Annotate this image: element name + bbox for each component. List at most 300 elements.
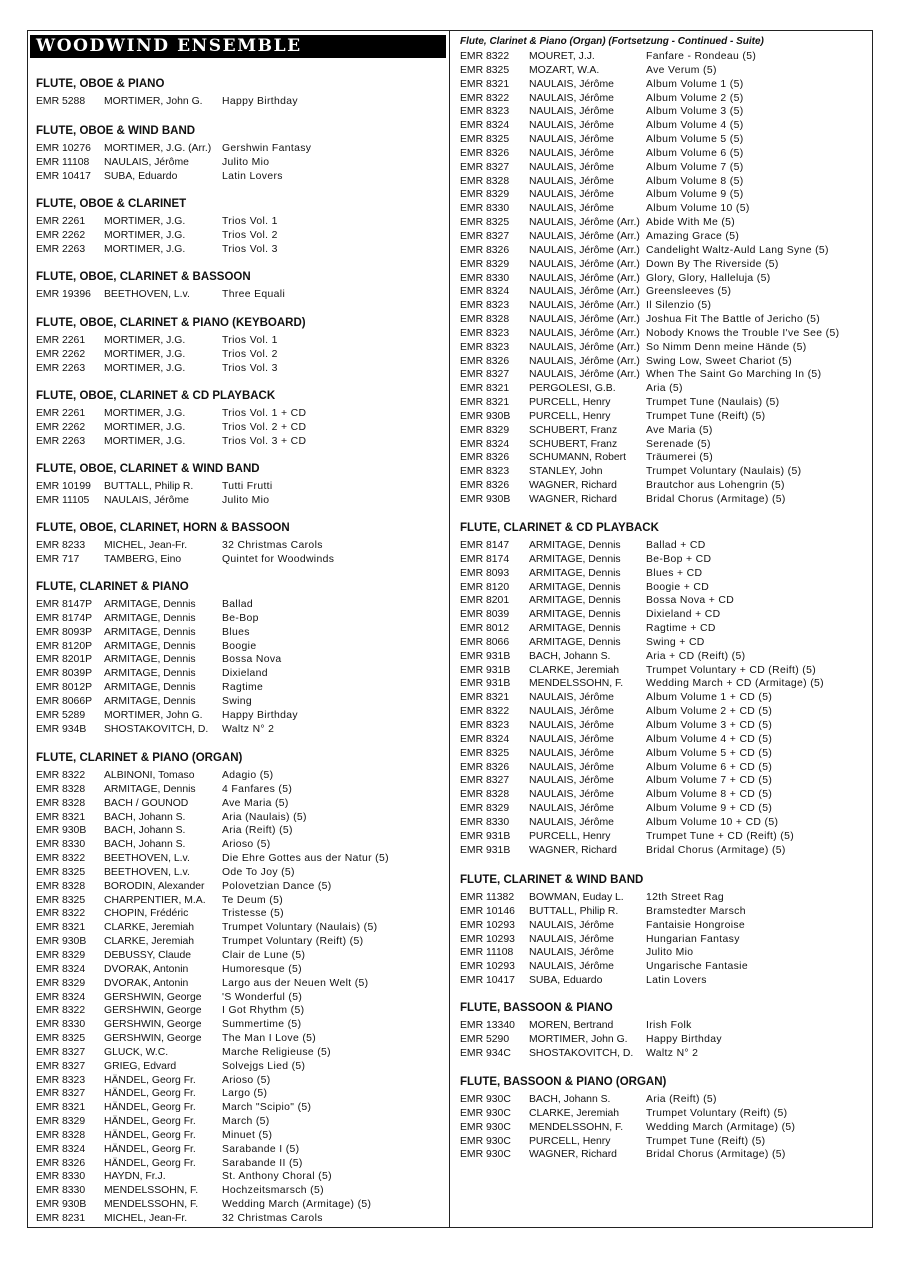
composer: ARMITAGE, Dennis <box>104 654 196 666</box>
work-title: Fanfare - Rondeau (5) <box>646 51 757 62</box>
section-title: FLUTE, OBOE, CLARINET & BASSOON <box>36 271 251 283</box>
composer: HÄNDEL, Georg Fr. <box>104 1129 196 1141</box>
catalog-number: EMR 11382 <box>460 892 515 903</box>
work-title: Boogie <box>222 640 257 652</box>
composer: MORTIMER, J.G. <box>104 362 186 374</box>
catalog-row <box>36 1157 303 1171</box>
catalog-row <box>460 1019 692 1033</box>
catalog-row <box>36 156 270 170</box>
catalog-row <box>36 435 307 449</box>
catalog-number: EMR 10199 <box>36 481 91 492</box>
catalog-number: EMR 8120 <box>460 581 510 593</box>
catalog-row <box>460 774 773 788</box>
composer: PERGOLESI, G.B. <box>529 383 616 395</box>
work-title: So Nimm Denn meine Hände (5) <box>646 341 807 353</box>
work-title: Trumpet Voluntary (Naulais) (5) <box>646 466 802 478</box>
work-title: Brautchor aus Lohengrin (5) <box>646 480 785 492</box>
composer: HÄNDEL, Georg Fr. <box>104 1088 196 1100</box>
composer: SUBA, Eduardo <box>529 975 603 987</box>
composer: NAULAIS, Jérôme <box>529 719 614 731</box>
work-title: Trumpet Voluntary (Naulais) (5) <box>222 922 378 934</box>
catalog-number: EMR 8330 <box>36 839 86 851</box>
catalog-row <box>36 880 332 894</box>
work-title: Happy Birthday <box>222 709 298 721</box>
composer: SUBA, Eduardo <box>104 170 178 182</box>
catalog-row <box>36 1198 372 1212</box>
work-title: Julito Mio <box>222 494 270 506</box>
section-title: FLUTE, OBOE & CLARINET <box>36 198 187 210</box>
catalog-number: EMR 931B <box>460 830 511 842</box>
composer: ARMITAGE, Dennis <box>529 540 621 551</box>
composer: NAULAIS, Jérôme (Arr.) <box>529 341 640 353</box>
catalog-row <box>36 963 302 977</box>
composer: WAGNER, Richard <box>529 1149 617 1161</box>
composer: BACH / GOUNOD <box>104 797 189 809</box>
composer: CLARKE, Jeremiah <box>529 1107 620 1119</box>
catalog-number: EMR 8174 <box>460 553 510 565</box>
composer: MORTIMER, John G. <box>104 709 203 721</box>
work-title: Die Ehre Gottes aus der Natur (5) <box>222 853 389 865</box>
composer: ARMITAGE, Dennis <box>104 599 196 610</box>
composer: MORTIMER, J.G. <box>104 348 186 360</box>
work-title: Be-Bop <box>222 612 259 624</box>
composer: CHOPIN, Frédéric <box>104 908 189 920</box>
catalog-row <box>36 1032 317 1046</box>
section-title: FLUTE, OBOE, CLARINET, HORN & BASSOON <box>36 522 290 534</box>
catalog-number: EMR 8322 <box>36 1005 86 1017</box>
work-title: Bossa Nova + CD <box>646 595 735 607</box>
catalog-number: EMR 8093P <box>36 626 93 638</box>
work-title: Swing + CD <box>646 636 705 648</box>
composer: MORTIMER, J.G. <box>104 435 186 447</box>
catalog-row <box>460 1148 786 1162</box>
composer: BACH, Johann S. <box>529 1094 611 1105</box>
catalog-row <box>36 824 293 838</box>
work-title: Dixieland <box>222 668 268 680</box>
composer: NAULAIS, Jérôme <box>529 747 614 759</box>
catalog-row <box>460 1121 796 1135</box>
catalog-row <box>36 811 307 825</box>
composer: ARMITAGE, Dennis <box>529 636 621 648</box>
catalog-number: EMR 8327 <box>36 1046 86 1058</box>
catalog-section <box>460 1001 722 1061</box>
catalog-row <box>36 1170 332 1184</box>
work-title: Clair de Lune (5) <box>222 949 306 961</box>
composer: NAULAIS, Jérôme <box>529 203 614 215</box>
composer: HÄNDEL, Georg Fr. <box>104 1143 196 1155</box>
work-title: Trios Vol. 1 <box>222 335 278 346</box>
catalog-row <box>460 567 703 581</box>
work-title: Wedding March (Armitage) (5) <box>646 1121 796 1133</box>
catalog-row <box>36 667 268 681</box>
work-title: Nobody Knows the Trouble I've See (5) <box>646 327 840 339</box>
work-title: Happy Birthday <box>646 1033 722 1045</box>
catalog-number: EMR 8321 <box>460 78 510 90</box>
composer: MICHEL, Jean-Fr. <box>104 1213 188 1224</box>
work-title: St. Anthony Choral (5) <box>222 1171 332 1183</box>
catalog-number: EMR 8330 <box>36 1019 86 1031</box>
composer: SHOSTAKOVITCH, D. <box>104 723 209 735</box>
catalog-number: EMR 8321 <box>36 922 86 934</box>
catalog-number: EMR 8326 <box>460 480 510 492</box>
work-title: Greensleeves (5) <box>646 286 732 298</box>
composer: ARMITAGE, Dennis <box>104 640 196 652</box>
composer: MENDELSSOHN, F. <box>529 1121 624 1133</box>
composer: MORTIMER, J.G. <box>104 243 186 255</box>
composer: NAULAIS, Jérôme <box>529 933 614 945</box>
catalog-number: EMR 8321 <box>460 383 510 395</box>
catalog-section <box>36 462 273 508</box>
work-title: Trumpet Voluntary (Reift) (5) <box>222 936 364 948</box>
work-title: Arioso (5) <box>222 839 271 851</box>
catalog-number: EMR 8147P <box>36 599 93 610</box>
work-title: Trios Vol. 2 <box>222 348 278 360</box>
catalog-section <box>36 316 306 376</box>
work-title: Ballad + CD <box>646 540 706 551</box>
catalog-number: EMR 8330 <box>460 203 510 215</box>
catalog-row <box>36 838 271 852</box>
work-title: When The Saint Go Marching In (5) <box>646 369 822 381</box>
catalog-row <box>36 612 259 626</box>
catalog-row <box>36 553 335 567</box>
work-title: Trumpet Tune + CD (Reift) (5) <box>646 830 795 842</box>
work-title: Solvejgs Lied (5) <box>222 1060 306 1072</box>
composer: NAULAIS, Jérôme <box>529 947 614 959</box>
work-title: Album Volume 8 (5) <box>646 175 744 187</box>
catalog-number: EMR 8324 <box>36 991 86 1003</box>
composer: PURCELL, Henry <box>529 410 611 422</box>
catalog-number: EMR 8120P <box>36 640 93 652</box>
catalog-row <box>460 1107 788 1121</box>
catalog-number: EMR 2263 <box>36 435 86 447</box>
catalog-row <box>36 1184 324 1198</box>
composer: DEBUSSY, Claude <box>104 949 192 961</box>
catalog-number: EMR 8323 <box>36 1074 86 1086</box>
work-title: Trumpet Tune (Reift) (5) <box>646 410 766 422</box>
composer: HÄNDEL, Georg Fr. <box>104 1102 196 1114</box>
work-title: March (5) <box>222 1116 270 1128</box>
composer: PURCELL, Henry <box>529 1135 611 1147</box>
composer: WAGNER, Richard <box>529 480 617 492</box>
catalog-number: EMR 8327 <box>460 775 510 787</box>
composer: NAULAIS, Jérôme (Arr.) <box>529 258 640 270</box>
catalog-number: EMR 10293 <box>460 919 515 931</box>
continued-header: Flute, Clarinet & Piano (Organ) (Fortsetzung - Continued - Suite) <box>460 36 764 47</box>
column-divider <box>449 30 450 1228</box>
catalog-row <box>36 215 278 229</box>
work-title: Dixieland + CD <box>646 609 721 621</box>
catalog-number: EMR 8325 <box>36 866 86 878</box>
work-title: Ode To Joy (5) <box>222 866 295 878</box>
composer: MORTIMER, J.G. <box>104 335 186 346</box>
catalog-row <box>460 1033 722 1047</box>
catalog-row <box>36 1074 271 1088</box>
catalog-section <box>36 389 307 449</box>
catalog-number: EMR 931B <box>460 650 511 662</box>
catalog-number: EMR 8327 <box>460 369 510 381</box>
composer: NAULAIS, Jérôme <box>529 789 614 801</box>
composer: WAGNER, Richard <box>529 844 617 856</box>
catalog-row <box>36 709 298 723</box>
work-title: Album Volume 8 + CD (5) <box>646 789 773 801</box>
work-title: 4 Fanfares (5) <box>222 783 293 795</box>
catalog-row <box>36 1018 302 1032</box>
catalog-row <box>460 761 773 775</box>
catalog-row <box>36 640 257 654</box>
work-title: Abide With Me (5) <box>646 217 736 229</box>
work-title: Hungarian Fantasy <box>646 933 740 945</box>
work-title: Wedding March (Armitage) (5) <box>222 1199 372 1211</box>
catalog-row <box>36 866 295 880</box>
work-title: Boogie + CD <box>646 581 710 593</box>
catalog-number: EMR 8329 <box>460 258 510 270</box>
catalog-row <box>36 1087 268 1101</box>
catalog-number: EMR 8174P <box>36 612 93 624</box>
composer: PURCELL, Henry <box>529 830 611 842</box>
catalog-number: EMR 8012 <box>460 623 510 635</box>
catalog-row <box>460 788 773 802</box>
catalog-row <box>36 935 364 949</box>
composer: NAULAIS, Jérôme (Arr.) <box>529 327 640 339</box>
catalog-number: EMR 8233 <box>36 540 86 551</box>
catalog-number: EMR 931B <box>460 844 511 856</box>
composer: SCHUBERT, Franz <box>529 438 618 450</box>
catalog-row <box>36 1060 306 1074</box>
catalog-number: EMR 8330 <box>36 1171 86 1183</box>
section-title: FLUTE, CLARINET & PIANO (ORGAN) <box>36 752 243 764</box>
catalog-row <box>36 1101 312 1115</box>
catalog-number: EMR 930C <box>460 1121 511 1133</box>
catalog-row <box>36 1212 323 1226</box>
composer: MORTIMER, John G. <box>104 96 203 107</box>
composer: NAULAIS, Jérôme (Arr.) <box>529 286 640 298</box>
work-title: Ungarische Fantasie <box>646 961 748 973</box>
composer: WAGNER, Richard <box>529 494 617 505</box>
catalog-number: EMR 930C <box>460 1107 511 1119</box>
banner-title: WOODWIND ENSEMBLE <box>30 35 446 58</box>
work-title: Album Volume 6 + CD (5) <box>646 761 773 773</box>
composer: ARMITAGE, Dennis <box>529 581 621 593</box>
catalog-number: EMR 8325 <box>460 217 510 229</box>
work-title: Ave Maria (5) <box>222 797 289 809</box>
composer: NAULAIS, Jérôme <box>529 161 614 173</box>
work-title: Summertime (5) <box>222 1019 302 1031</box>
work-title: Album Volume 5 + CD (5) <box>646 747 773 759</box>
work-title: 32 Christmas Carols <box>222 540 323 551</box>
catalog-number: EMR 8201 <box>460 595 510 607</box>
composer: BEETHOVEN, L.v. <box>104 866 190 878</box>
catalog-number: EMR 8330 <box>460 272 510 284</box>
catalog-row <box>36 783 293 797</box>
composer: NAULAIS, Jérôme <box>529 816 614 828</box>
catalog-row <box>36 142 312 156</box>
catalog-row <box>460 933 740 947</box>
catalog-row <box>460 1047 699 1061</box>
catalog-number: EMR 8066 <box>460 636 510 648</box>
catalog-row <box>36 991 303 1005</box>
catalog-row <box>36 348 306 362</box>
work-title: Ave Verum (5) <box>646 64 717 76</box>
composer: BACH, Johann S. <box>104 825 186 837</box>
work-title: Down By The Riverside (5) <box>646 258 779 270</box>
composer: GERSHWIN, George <box>104 991 202 1003</box>
composer: BUTTALL, Philip R. <box>529 905 619 917</box>
catalog-number: EMR 8328 <box>460 789 510 801</box>
composer: BACH, Johann S. <box>529 650 611 662</box>
work-title: Julito Mio <box>646 947 694 959</box>
composer: NAULAIS, Jérôme <box>529 775 614 787</box>
work-title: Blues <box>222 626 250 638</box>
work-title: Ballad <box>222 599 253 610</box>
catalog-row <box>460 733 773 747</box>
catalog-number: EMR 5288 <box>36 96 86 107</box>
composer: SHOSTAKOVITCH, D. <box>529 1047 634 1059</box>
catalog-number: EMR 8325 <box>36 1033 86 1045</box>
work-title: Bossa Nova <box>222 654 282 666</box>
catalog-number: EMR 8329 <box>460 803 510 815</box>
composer: NAULAIS, Jérôme <box>529 78 614 90</box>
composer: NAULAIS, Jérôme (Arr.) <box>529 355 640 367</box>
work-title: Serenade (5) <box>646 438 711 450</box>
work-title: Ave Maria (5) <box>646 424 713 436</box>
catalog-row <box>36 421 307 435</box>
composer: NAULAIS, Jérôme (Arr.) <box>529 272 640 284</box>
catalog-number: EMR 2262 <box>36 229 86 241</box>
catalog-row <box>36 977 369 991</box>
catalog-number: EMR 8326 <box>460 761 510 773</box>
composer: SCHUMANN, Robert <box>529 452 626 464</box>
work-title: Il Silenzio (5) <box>646 300 712 312</box>
catalog-row <box>36 921 378 935</box>
catalog-number: EMR 8039P <box>36 668 93 680</box>
catalog-row <box>36 1046 331 1060</box>
catalog-row <box>36 288 286 302</box>
composer: NAULAIS, Jérôme (Arr.) <box>529 369 640 381</box>
section-title: FLUTE, BASSOON & PIANO (ORGAN) <box>460 1076 667 1088</box>
work-title: Trumpet Voluntary (Reift) (5) <box>646 1107 788 1119</box>
catalog-number: EMR 8327 <box>460 230 510 242</box>
work-title: Glory, Glory, Halleluja (5) <box>646 272 771 284</box>
composer: MOREN, Bertrand <box>529 1020 614 1031</box>
composer: NAULAIS, Jérôme <box>529 919 614 931</box>
composer: GERSHWIN, George <box>104 1033 202 1045</box>
composer: NAULAIS, Jérôme <box>529 175 614 187</box>
catalog-section <box>36 197 278 257</box>
catalog-row <box>460 622 716 636</box>
catalog-number: EMR 5289 <box>36 709 86 721</box>
composer: ARMITAGE, Dennis <box>104 626 196 638</box>
catalog-row <box>36 894 284 908</box>
catalog-row <box>460 677 824 691</box>
catalog-row <box>36 797 289 811</box>
composer: BEETHOVEN, L.v. <box>104 853 190 865</box>
work-title: Ragtime <box>222 682 264 694</box>
section-title: FLUTE, CLARINET & CD PLAYBACK <box>460 522 659 534</box>
catalog-row <box>36 1004 305 1018</box>
catalog-row <box>460 1135 766 1149</box>
catalog-number: EMR 8321 <box>36 811 86 823</box>
catalog-row <box>460 960 748 974</box>
work-title: Tutti Frutti <box>222 481 273 492</box>
work-title: Album Volume 9 + CD (5) <box>646 803 773 815</box>
composer: NAULAIS, Jérôme <box>529 134 614 146</box>
composer: NAULAIS, Jérôme <box>529 961 614 973</box>
catalog-row <box>36 1115 270 1129</box>
work-title: Album Volume 10 (5) <box>646 203 750 215</box>
catalog-row <box>460 636 705 650</box>
composer: NAULAIS, Jérôme (Arr.) <box>529 230 640 242</box>
work-title: Trumpet Tune (Reift) (5) <box>646 1135 766 1147</box>
work-title: Joshua Fit The Battle of Jericho (5) <box>646 314 821 326</box>
catalog-number: EMR 8324 <box>460 120 510 132</box>
composer: CLARKE, Jeremiah <box>104 936 195 948</box>
composer: GERSHWIN, George <box>104 1005 202 1017</box>
composer: ARMITAGE, Dennis <box>529 553 621 565</box>
catalog-number: EMR 8327 <box>36 1060 86 1072</box>
catalog-number: EMR 10417 <box>460 975 515 987</box>
work-title: Aria (5) <box>646 383 683 395</box>
work-title: Album Volume 1 + CD (5) <box>646 692 773 704</box>
work-title: Album Volume 3 + CD (5) <box>646 719 773 731</box>
catalog-number: EMR 8039 <box>460 609 510 621</box>
section-title: FLUTE, CLARINET & PIANO <box>36 581 189 593</box>
catalog-number: EMR 8324 <box>460 286 510 298</box>
catalog-number: EMR 8324 <box>460 438 510 450</box>
section-title: FLUTE, OBOE & PIANO <box>36 78 165 90</box>
composer: GRIEG, Edvard <box>104 1060 177 1072</box>
catalog-number: EMR 2262 <box>36 348 86 360</box>
work-title: Candelight Waltz-Auld Lang Syne (5) <box>646 244 829 256</box>
catalog-number: EMR 8147 <box>460 540 510 551</box>
catalog-number: EMR 930C <box>460 1135 511 1147</box>
catalog-number: EMR 8321 <box>460 692 510 704</box>
composer: HÄNDEL, Georg Fr. <box>104 1116 196 1128</box>
work-title: Album Volume 3 (5) <box>646 106 744 118</box>
composer: MORTIMER, J.G. <box>104 421 186 433</box>
work-title: Trios Vol. 2 <box>222 229 278 241</box>
catalog-number: EMR 8231 <box>36 1213 86 1224</box>
composer: MORTIMER, J.G. <box>104 408 186 419</box>
composer: PURCELL, Henry <box>529 397 611 409</box>
catalog-number: EMR 8066P <box>36 695 93 707</box>
composer: BORODIN, Alexander <box>104 880 205 892</box>
catalog-number: EMR 8323 <box>460 300 510 312</box>
catalog-section <box>36 580 298 736</box>
work-title: Bramstedter Marsch <box>646 905 746 917</box>
composer: HÄNDEL, Georg Fr. <box>104 1157 196 1169</box>
work-title: Album Volume 9 (5) <box>646 189 744 201</box>
composer: NAULAIS, Jérôme <box>104 494 189 506</box>
catalog-number: EMR 8328 <box>36 783 86 795</box>
work-title: Album Volume 5 (5) <box>646 134 744 146</box>
work-title: Sarabande II (5) <box>222 1157 303 1169</box>
composer: CLARKE, Jeremiah <box>104 922 195 934</box>
catalog-row <box>460 608 721 622</box>
composer: ARMITAGE, Dennis <box>529 623 621 635</box>
composer: NAULAIS, Jérôme (Arr.) <box>529 314 640 326</box>
catalog-row <box>460 905 746 919</box>
composer: ALBINONI, Tomaso <box>104 770 195 781</box>
catalog-number: EMR 930B <box>460 410 511 422</box>
composer: NAULAIS, Jérôme <box>104 156 189 168</box>
catalog-number: EMR 931B <box>460 664 511 676</box>
catalog-section <box>460 873 748 988</box>
catalog-number: EMR 2261 <box>36 408 86 419</box>
work-title: Album Volume 6 (5) <box>646 147 744 159</box>
catalog-number: EMR 8330 <box>36 1185 86 1197</box>
catalog-number: EMR 8329 <box>36 949 86 961</box>
catalog-number: EMR 8323 <box>460 106 510 118</box>
